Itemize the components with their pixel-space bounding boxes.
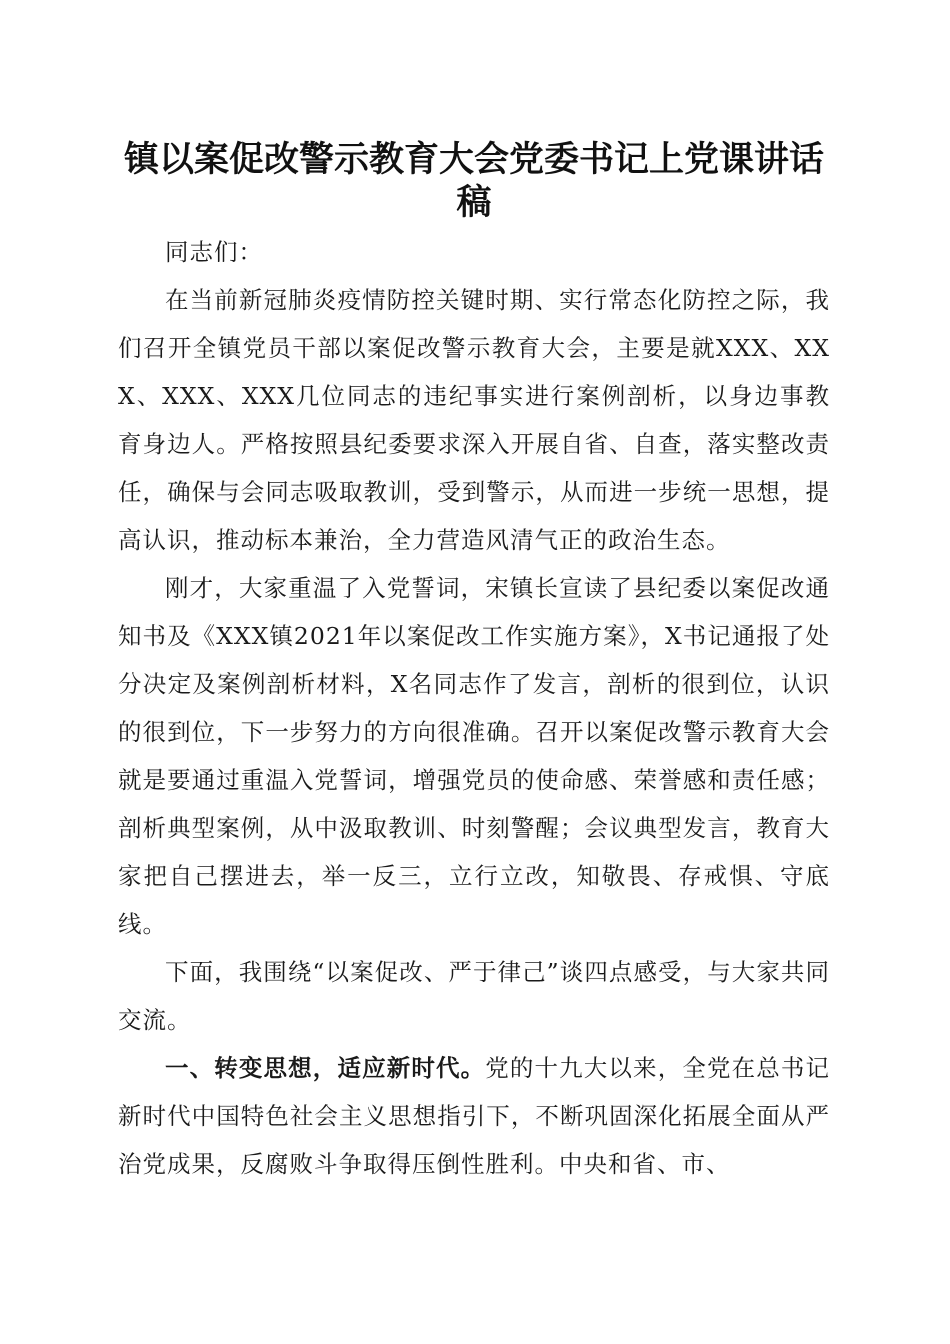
salutation: 同志们： (165, 238, 263, 266)
document-page (118, 138, 830, 1188)
section-1-heading: 一、转变思想，适应新时代。 (165, 1054, 486, 1082)
paragraph-review: 刚才，大家重温了入党誓词，宋镇长宣读了县纪委以案促改通知书及《XXX镇2021年以案促改工作实施方案》，X书记通报了处分决定及案例剖析材料，X名同志作了发言，剖析的很到位，认识的很到位，下一步努力的方向很准确。召开以案促改警示教育大会就是要通过重温入党誓词，增强党员的使命感、荣誉感和责任感；剖析典型案例，从中汲取教训、时刻警醒；会议典型发言，教育大家把自己摆进去，举一反三，立行立改，知敬畏、存戒惧、守底线。 (118, 574, 830, 938)
section-1-text: 党的十九大以来，全党在总书记新时代中国特色社会主义思想指引下，不断巩固深化拓展全面从严治党成果，反腐败斗争取得压倒性胜利。中央和省、市、 (118, 1054, 830, 1178)
paragraph-intro: 在当前新冠肺炎疫情防控关键时期、实行常态化防控之际，我们召开全镇党员干部以案促改警示教育大会，主要是就XXX、XXX、XXX、XXX几位同志的违纪事实进行案例剖析，以身边事教育身边人。严格按照县纪委要求深入开展自省、自查，落实整改责任，确保与会同志吸取教训，受到警示，从而进一步统一思想，提高认识，推动标本兼治，全力营造风清气正的政治生态。 (118, 286, 830, 554)
document-title: 镇以案促改警示教育大会党委书记上党课讲话稿 (123, 139, 824, 223)
section-1-paragraph (118, 1044, 830, 1188)
paragraph-transition: 下面，我围绕“以案促改、严于律己”谈四点感受，与大家共同交流。 (118, 958, 830, 1034)
